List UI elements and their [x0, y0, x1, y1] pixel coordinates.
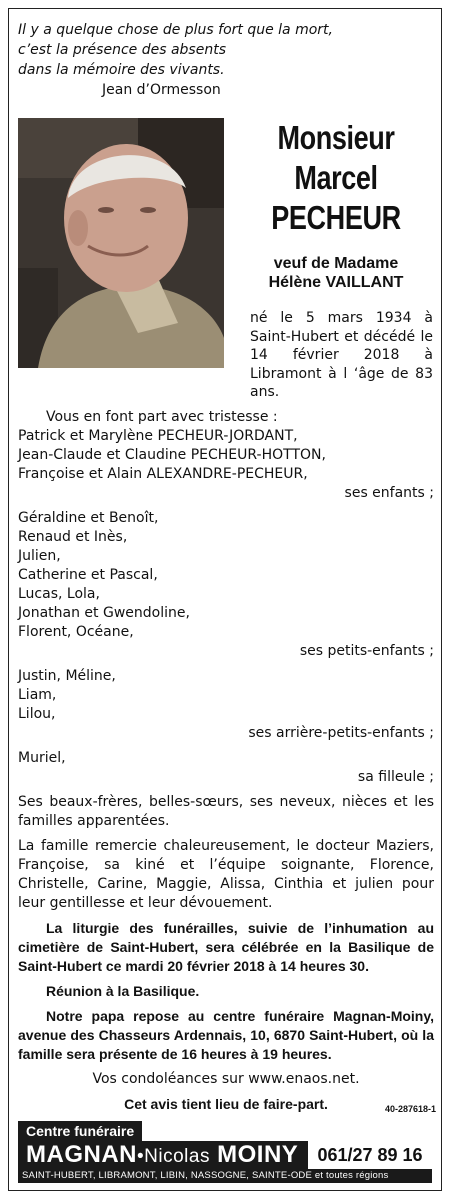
quote-line: Il y a quelque chose de plus fort que la mort, [18, 22, 333, 38]
intro-text: Vous en font part avec tristesse : [46, 409, 278, 425]
meeting-text: Réunion à la Basilique. [46, 983, 200, 999]
widow-of [236, 254, 436, 292]
banner-label: Centre funéraire [18, 1121, 142, 1142]
funeral-home-brand [26, 1141, 298, 1171]
epigraph-quote [18, 20, 333, 100]
quote-line: c’est la présence des absents [18, 42, 226, 58]
deceased-first-name: Marcel [294, 159, 378, 196]
grandchildren-label: ses petits-enfants ; [299, 643, 434, 659]
goddaughter-entry: Muriel, [18, 750, 66, 766]
children-label: ses enfants ; [344, 485, 434, 501]
brand-last: MOINY [217, 1141, 299, 1168]
grandchild-entry: Julien, [18, 548, 61, 564]
service-cities: SAINT-HUBERT, LIBRAMONT, LIBIN, NASSOGNE, SAINTE-ODE et toutes régions [18, 1169, 432, 1183]
child-entry: Jean-Claude et Claudine PECHEUR-HOTTON, [18, 447, 326, 463]
portrait-photo [18, 118, 224, 368]
funeral-home-banner [18, 1121, 432, 1183]
birth-death-text: né le 5 mars 1934 à Saint-Hubert et décédé le 14 février 2018 à Libramont à l ‘âge de 83 ans. [250, 310, 433, 400]
grandchild-entry: Florent, Océane, [18, 624, 134, 640]
deceased-name [254, 118, 418, 238]
grandchild-entry: Lucas, Lola, [18, 586, 100, 602]
condolences-text: Vos condoléances sur www.enaos.net. [92, 1071, 360, 1087]
child-entry: Françoise et Alain ALEXANDRE-PECHEUR, [18, 466, 308, 482]
great-grandchild-entry: Lilou, [18, 706, 56, 722]
quote-author: Jean d’Ormesson [102, 82, 221, 98]
grandchild-entry: Renaud et Inès, [18, 529, 128, 545]
grandchild-entry: Catherine et Pascal, [18, 567, 158, 583]
widow-spouse-name: Hélène VAILLANT [268, 274, 404, 291]
in-laws-text: Ses beaux-frères, belles-sœurs, ses neveux, nièces et les familles apparentées. [18, 794, 434, 829]
great-grandchild-entry: Liam, [18, 687, 57, 703]
brand-sub: Nicolas [144, 1146, 210, 1167]
brand-separator: • [137, 1146, 145, 1167]
notice-text: Cet avis tient lieu de faire-part. [124, 1096, 328, 1112]
goddaughter-label: sa filleule ; [357, 769, 434, 785]
liturgy-text: La liturgie des funérailles, suivie de l’inhumation au cimetière de Saint-Hubert, sera célébrée en la Basilique de Saint-Hubert ce mardi 20 février 2018 à 14 heures 30. [18, 920, 434, 974]
grandchild-entry: Jonathan et Gwendoline, [18, 605, 190, 621]
thanks-text: La famille remercie chaleureusement, le docteur Maziers, Françoise, sa kiné et l’équipe soignante, Florence, Christelle, Carine, Maggie, Alissa, Cinthia et julien pour leur gentillesse et leur dévouement. [18, 838, 434, 911]
portrait-image [18, 118, 224, 368]
great-grandchildren-label: ses arrière-petits-enfants ; [248, 725, 434, 741]
phone-number: 061/27 89 16 [306, 1141, 432, 1169]
announcement-body [18, 408, 434, 1114]
quote-line: dans la mémoire des vivants. [18, 62, 225, 78]
deceased-title: Monsieur [277, 119, 395, 156]
great-grandchild-entry: Justin, Méline, [18, 668, 116, 684]
banner-main [18, 1141, 432, 1169]
brand-main: MAGNAN [26, 1141, 137, 1168]
deceased-last-name: PECHEUR [271, 199, 401, 236]
reference-number: 40-287618-1 [384, 1104, 436, 1114]
grandchild-entry: Géraldine et Benoît, [18, 510, 159, 526]
child-entry: Patrick et Marylène PECHEUR-JORDANT, [18, 428, 298, 444]
widow-line: veuf de Madame [273, 255, 399, 272]
funeral-home-note: Notre papa repose au centre funéraire Magnan-Moiny, avenue des Chasseurs Ardennais, 10, 6870 Saint-Hubert, où la famille sera présente de 16 heures à 19 heures. [18, 1008, 434, 1062]
